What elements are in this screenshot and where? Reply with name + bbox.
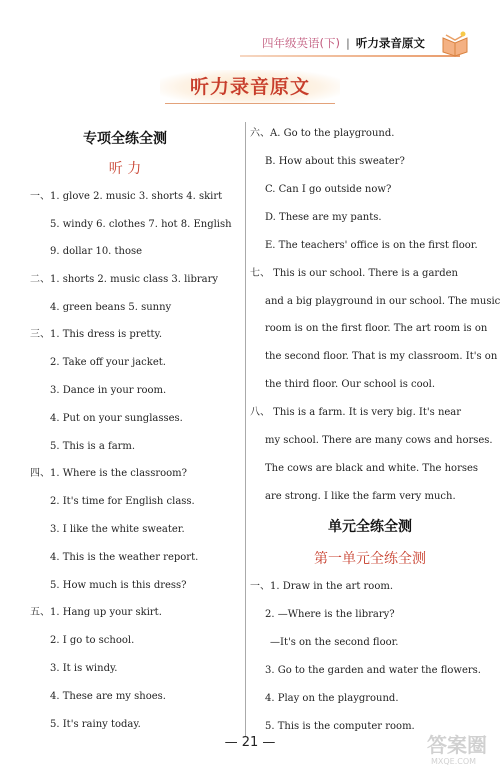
right-bottom-line-5: 4. Play on the playground. (265, 693, 399, 704)
section-label: 听力录音原文 (355, 36, 425, 50)
right-top-line-8: room is on the first floor. The art room is on (265, 323, 488, 334)
left-line-9: 4. Put on your sunglasses. (50, 413, 183, 424)
left-line-1: 一、1. glove 2. music 3. shorts 4. skirt (30, 191, 223, 202)
left-line-4: 二、1. shorts 2. music class 3. library (30, 274, 219, 285)
right-top-line-2: B. How about this sweater? (265, 156, 405, 167)
section-heading-left: 专项全练全测 (83, 131, 167, 147)
right-top-line-11: 八、 This is a farm. It is very big. It's near (250, 407, 462, 418)
left-line-17: 2. I go to school. (50, 635, 135, 646)
book-icon (440, 30, 470, 58)
right-top-line-1: 六、A. Go to the playground. (250, 128, 395, 139)
left-line-13: 3. I like the white sweater. (50, 524, 185, 535)
running-header (262, 34, 425, 52)
right-bottom-line-2: 2. —Where is the library? (265, 609, 395, 620)
left-line-5: 4. green beans 5. sunny (50, 302, 172, 313)
left-line-14: 4. This is the weather report. (50, 552, 199, 563)
left-line-15: 5. How much is this dress? (50, 580, 187, 591)
svg-text:答案圈: 答案圈 (427, 733, 487, 757)
left-line-16: 五、1. Hang up your skirt. (30, 607, 162, 618)
right-top-line-6: 七、 This is our school. There is a garden (250, 268, 458, 279)
left-line-7: 2. Take off your jacket. (50, 357, 166, 368)
right-top-line-9: the second floor. That is my classroom. It's on (265, 351, 498, 362)
header-separator: | (345, 36, 350, 50)
left-line-20: 5. It's rainy today. (50, 719, 141, 730)
header-rule (240, 55, 460, 57)
left-line-12: 2. It's time for English class. (50, 496, 195, 507)
right-top-line-14: are strong. I like the farm very much. (265, 491, 456, 502)
left-line-19: 4. These are my shoes. (50, 691, 166, 702)
watermark-logo (425, 724, 495, 768)
section-subheading-unit-one: 第一单元全练全测 (314, 551, 426, 567)
page-number: — 21 — (224, 735, 276, 750)
right-bottom-line-1: 一、1. Draw in the art room. (250, 581, 394, 592)
book-label: 四年级英语(下) (262, 36, 340, 50)
left-line-8: 3. Dance in your room. (50, 385, 167, 396)
right-top-line-5: E. The teachers' office is on the first floor. (265, 240, 478, 251)
right-top-line-10: the third floor. Our school is cool. (265, 379, 436, 390)
left-line-18: 3. It is windy. (50, 663, 118, 674)
left-line-2: 5. windy 6. clothes 7. hot 8. English (50, 219, 232, 230)
svg-text:MXQE.COM: MXQE.COM (431, 757, 477, 766)
title-rule (165, 103, 335, 104)
section-subheading-listening: 听 力 (108, 161, 142, 177)
right-bottom-line-4: 3. Go to the garden and water the flowers. (265, 665, 481, 676)
right-top-line-7: and a big playground in our school. The music (265, 296, 500, 307)
page-title: 听力录音原文 (160, 70, 340, 104)
right-top-line-13: The cows are black and white. The horses (265, 463, 479, 474)
left-line-6: 三、1. This dress is pretty. (30, 329, 163, 340)
left-line-10: 5. This is a farm. (50, 441, 136, 452)
right-top-line-12: my school. There are many cows and horses. (265, 435, 493, 446)
section-heading-unit: 单元全练全测 (328, 519, 412, 535)
left-line-3: 9. dollar 10. those (50, 246, 143, 257)
right-bottom-line-3: —It's on the second floor. (270, 637, 399, 648)
right-top-line-4: D. These are my pants. (265, 212, 382, 223)
right-top-line-3: C. Can I go outside now? (265, 184, 392, 195)
right-bottom-line-6: 5. This is the computer room. (265, 721, 415, 732)
left-line-11: 四、1. Where is the classroom? (30, 468, 187, 479)
column-divider (245, 122, 246, 737)
